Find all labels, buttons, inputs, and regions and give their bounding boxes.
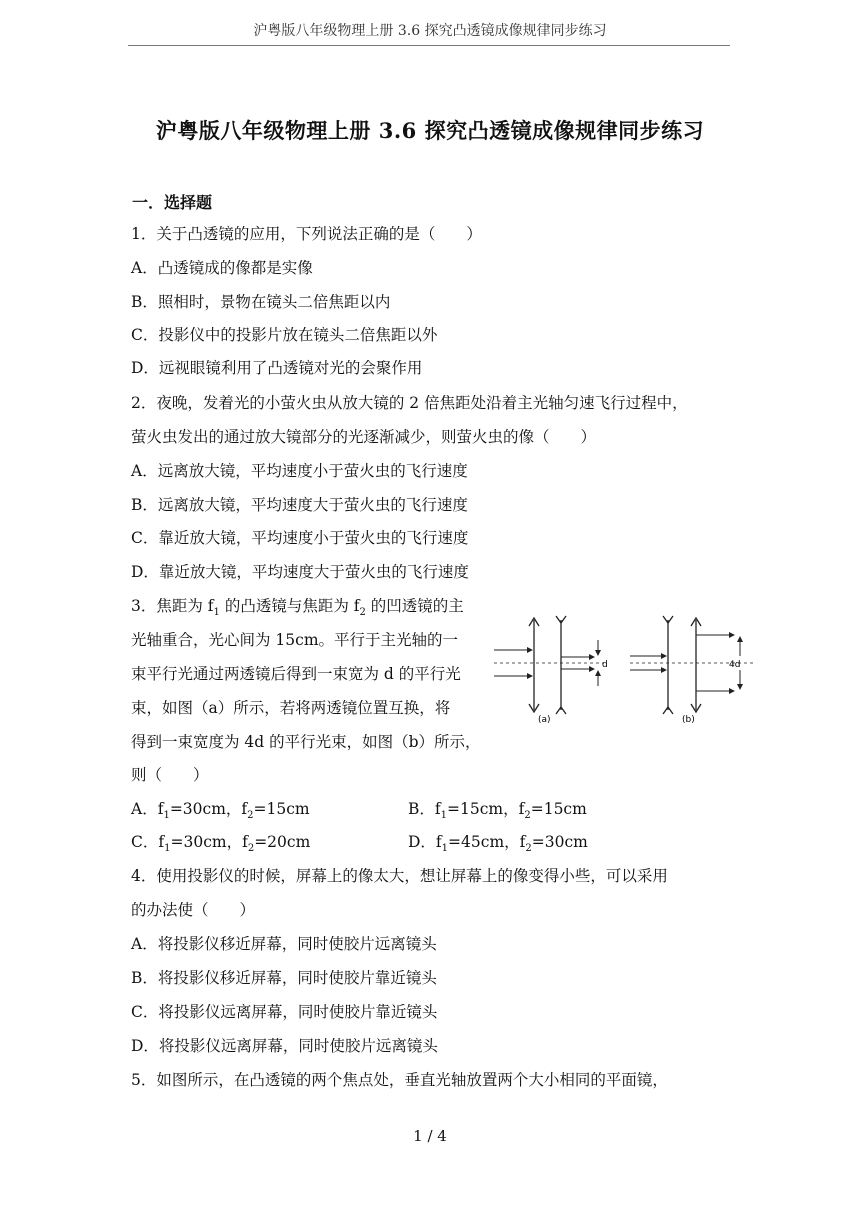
label-d: d xyxy=(602,660,608,670)
q3-option-b: B．$f_1=15cm$，$f_2=15cm$ xyxy=(408,800,587,822)
label-4d: 4d xyxy=(729,660,741,670)
running-header: 沪粤版八年级物理上册 3.6 探究凸透镜成像规律同步练习 xyxy=(253,23,607,39)
q3-option-a: A．$f_1=30cm$，$f_2=15cm$ xyxy=(131,800,310,822)
q2-option-d: D．靠近放大镜，平均速度大于萤火虫的飞行速度 xyxy=(131,563,469,581)
q4-option-a: A．将投影仪移近屏幕，同时使胶片远离镜头 xyxy=(131,935,437,953)
q4-option-c: C．将投影仪远离屏幕，同时使胶片靠近镜头 xyxy=(131,1003,438,1021)
q4-stem-line1: 4．使用投影仪的时候，屏幕上的像太大，想让屏幕上的像变得小些，可以采用 xyxy=(131,867,668,885)
q1-stem: 1．关于凸透镜的应用，下列说法正确的是（ ） xyxy=(131,225,482,243)
q2-option-a: A．远离放大镜，平均速度小于萤火虫的飞行速度 xyxy=(131,462,468,480)
q3-option-d: D．$f_1=45cm$，$f_2=30cm$ xyxy=(408,833,588,855)
q3-stem-line1: 3．焦距为 $f_1$ 的凸透镜与焦距为 $f_2$ 的凹透镜的主 xyxy=(131,597,464,619)
q3-stem-line5: 得到一束宽度为 4d 的平行光束，如图（b）所示， xyxy=(131,733,481,751)
q5-stem-line1: 5．如图所示，在凸透镜的两个焦点处，垂直光轴放置两个大小相同的平面镜， xyxy=(131,1071,668,1089)
label-b: (b) xyxy=(682,715,695,725)
q3-lens-figure xyxy=(494,610,760,730)
page-number: 1 / 4 xyxy=(413,1127,447,1145)
q4-option-b: B．将投影仪移近屏幕，同时使胶片靠近镜头 xyxy=(131,969,437,987)
figure-b xyxy=(630,616,756,725)
q3-stem-line2: 光轴重合，光心间为 15cm。平行于主光轴的一 xyxy=(131,631,459,649)
q1-option-b: B．照相时，景物在镜头二倍焦距以内 xyxy=(131,293,391,311)
q3-option-c: C．$f_1=30cm$，$f_2=20cm$ xyxy=(131,833,311,855)
q2-option-c: C．靠近放大镜，平均速度小于萤火虫的飞行速度 xyxy=(131,529,469,547)
q4-option-d: D．将投影仪远离屏幕，同时使胶片远离镜头 xyxy=(131,1037,438,1055)
q3-stem-line4: 束，如图（a）所示，若将两透镜位置互换，将 xyxy=(131,699,451,717)
q2-stem-line1: 2．夜晚，发着光的小萤火虫从放大镜的 2 倍焦距处沿着主光轴匀速飞行过程中， xyxy=(131,394,688,412)
document-title: 沪粤版八年级物理上册 3.6 探究凸透镜成像规律同步练习 xyxy=(155,118,705,143)
q4-stem-line2: 的办法使（ ） xyxy=(131,901,256,919)
figure-a xyxy=(494,616,608,725)
section-heading: 一．选择题 xyxy=(132,193,213,212)
q3-stem-line6: 则（ ） xyxy=(131,766,209,784)
header-divider xyxy=(128,45,730,46)
q1-option-a: A．凸透镜成的像都是实像 xyxy=(131,259,313,277)
q2-stem-line2: 萤火虫发出的通过放大镜部分的光逐渐减少，则萤火虫的像（ ） xyxy=(131,428,597,446)
q2-option-b: B．远离放大镜，平均速度大于萤火虫的飞行速度 xyxy=(131,496,468,514)
label-a: (a) xyxy=(538,715,551,725)
q3-stem-line3: 束平行光通过两透镜后得到一束宽为 d 的平行光 xyxy=(131,665,461,683)
q1-option-d: D．远视眼镜利用了凸透镜对光的会聚作用 xyxy=(131,359,423,377)
q1-option-c: C．投影仪中的投影片放在镜头二倍焦距以外 xyxy=(131,326,438,344)
